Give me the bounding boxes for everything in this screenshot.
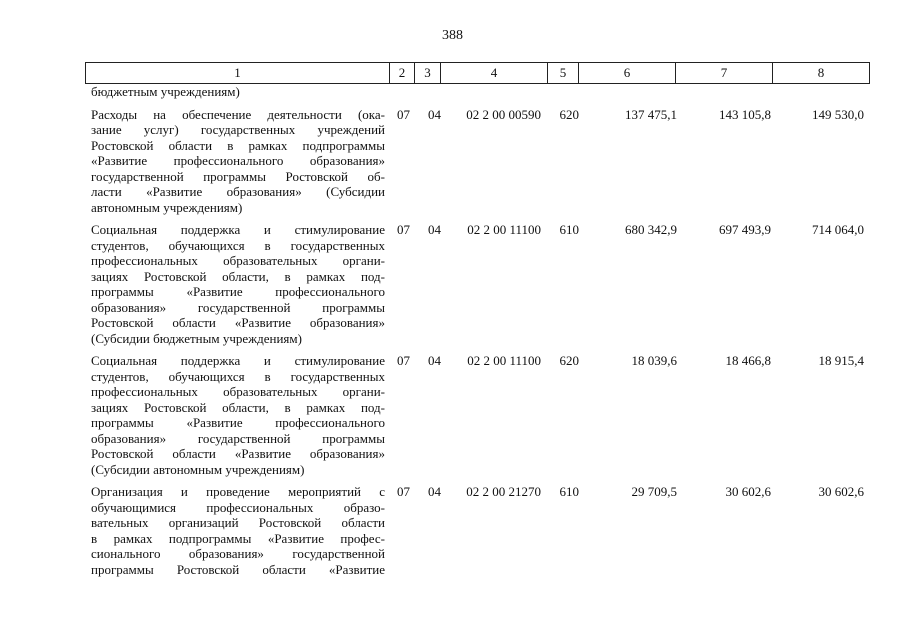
amount-col-8: 30 602,6 bbox=[818, 484, 864, 499]
table-row bbox=[91, 484, 871, 577]
amount-col-6: 680 342,9 bbox=[625, 222, 677, 237]
section-code: 07 bbox=[397, 106, 410, 122]
description-line: Ростовской области «Развитие образования» bbox=[91, 446, 385, 461]
description-line: сионального образования» государственной bbox=[91, 546, 385, 561]
target-article-code: 02 2 00 11100 bbox=[467, 353, 541, 368]
page-number: 388 bbox=[442, 28, 463, 43]
expense-type-code: 620 bbox=[559, 353, 579, 368]
subsection-code: 04 bbox=[428, 484, 441, 499]
description-line: Ростовской области в рамках подпрограммы bbox=[91, 137, 385, 153]
table-body bbox=[91, 84, 871, 577]
description-line: ласти «Развитие образования» (Субсидии bbox=[91, 184, 385, 199]
target-article-code: 02 2 00 11100 bbox=[467, 222, 541, 237]
amount-col-7: 30 602,6 bbox=[725, 484, 771, 499]
amount-col-7: 697 493,9 bbox=[719, 222, 771, 237]
description-line: Социальная поддержка и стимулирование bbox=[91, 222, 385, 237]
column-header-5: 5 bbox=[548, 63, 579, 84]
amount-col-8: 18 915,4 bbox=[818, 353, 864, 368]
subsection-code: 04 bbox=[428, 353, 441, 368]
row-description bbox=[91, 107, 385, 216]
description-line: образования» государственной программы bbox=[91, 299, 385, 315]
section-code: 07 bbox=[397, 222, 410, 237]
carryover-row bbox=[91, 84, 871, 100]
expense-type-code: 610 bbox=[559, 222, 579, 237]
description-line: Ростовской области «Развитие образования» bbox=[91, 315, 385, 330]
subsection-code: 04 bbox=[428, 106, 441, 122]
row-description bbox=[91, 484, 385, 577]
subsection-code: 04 bbox=[428, 222, 441, 237]
description-line: государственной программы Ростовской об- bbox=[91, 168, 385, 184]
amount-col-6: 137 475,1 bbox=[625, 106, 677, 122]
amount-col-6: 29 709,5 bbox=[631, 484, 677, 499]
description-line: программы «Развитие профессионального bbox=[91, 284, 385, 299]
description-line: вательных организаций Ростовской области bbox=[91, 515, 385, 530]
column-header-3: 3 bbox=[415, 63, 441, 84]
column-header-1: 1 bbox=[86, 63, 390, 84]
target-article-code: 02 2 00 00590 bbox=[466, 106, 541, 122]
description-line: в рамках подпрограммы «Развитие профес- bbox=[91, 530, 385, 546]
carryover-text: бюджетным учреждениям) bbox=[91, 84, 240, 99]
section-code: 07 bbox=[397, 484, 410, 499]
amount-col-7: 18 466,8 bbox=[725, 353, 771, 368]
description-line: зание услуг) государственных учреждений bbox=[91, 122, 385, 137]
column-header-2: 2 bbox=[390, 63, 415, 84]
description-line: профессиональных образовательных органи- bbox=[91, 253, 385, 268]
description-line: зациях Ростовской области, в рамках под- bbox=[91, 399, 385, 415]
column-header-8: 8 bbox=[773, 63, 870, 84]
description-line: автономным учреждениям) bbox=[91, 199, 243, 215]
description-line: обучающимися профессиональных образо- bbox=[91, 499, 385, 515]
description-line: «Развитие профессионального образования» bbox=[91, 153, 385, 168]
description-line: (Субсидии автономным учреждениям) bbox=[91, 461, 305, 477]
description-line: Организация и проведение мероприятий с bbox=[91, 484, 385, 499]
description-line: (Субсидии бюджетным учреждениям) bbox=[91, 330, 302, 346]
description-line: программы Ростовской области «Развитие bbox=[91, 561, 385, 577]
expense-type-code: 620 bbox=[559, 106, 579, 122]
description-line: образования» государственной программы bbox=[91, 430, 385, 446]
column-header-6: 6 bbox=[579, 63, 676, 84]
description-line: студентов, обучающихся в государственных bbox=[91, 368, 385, 384]
table-row bbox=[91, 222, 871, 346]
column-header-7: 7 bbox=[676, 63, 773, 84]
expense-type-code: 610 bbox=[559, 484, 579, 499]
amount-col-8: 714 064,0 bbox=[812, 222, 864, 237]
row-description bbox=[91, 222, 385, 346]
table-row bbox=[91, 107, 871, 216]
amount-col-6: 18 039,6 bbox=[631, 353, 677, 368]
description-line: студентов, обучающихся в государственных bbox=[91, 237, 385, 253]
description-line: профессиональных образовательных органи- bbox=[91, 384, 385, 399]
table-row bbox=[91, 353, 871, 477]
amount-col-7: 143 105,8 bbox=[719, 106, 771, 122]
description-line: Расходы на обеспечение деятельности (ока- bbox=[91, 106, 385, 122]
description-line: программы «Развитие профессионального bbox=[91, 415, 385, 430]
column-header-row bbox=[86, 63, 870, 84]
row-description bbox=[91, 353, 385, 477]
column-header-4: 4 bbox=[441, 63, 548, 84]
section-code: 07 bbox=[397, 353, 410, 368]
column-header-table bbox=[85, 62, 870, 84]
description-line: зациях Ростовской области, в рамках под- bbox=[91, 268, 385, 284]
description-line: Социальная поддержка и стимулирование bbox=[91, 353, 385, 368]
amount-col-8: 149 530,0 bbox=[812, 106, 864, 122]
target-article-code: 02 2 00 21270 bbox=[466, 484, 541, 499]
